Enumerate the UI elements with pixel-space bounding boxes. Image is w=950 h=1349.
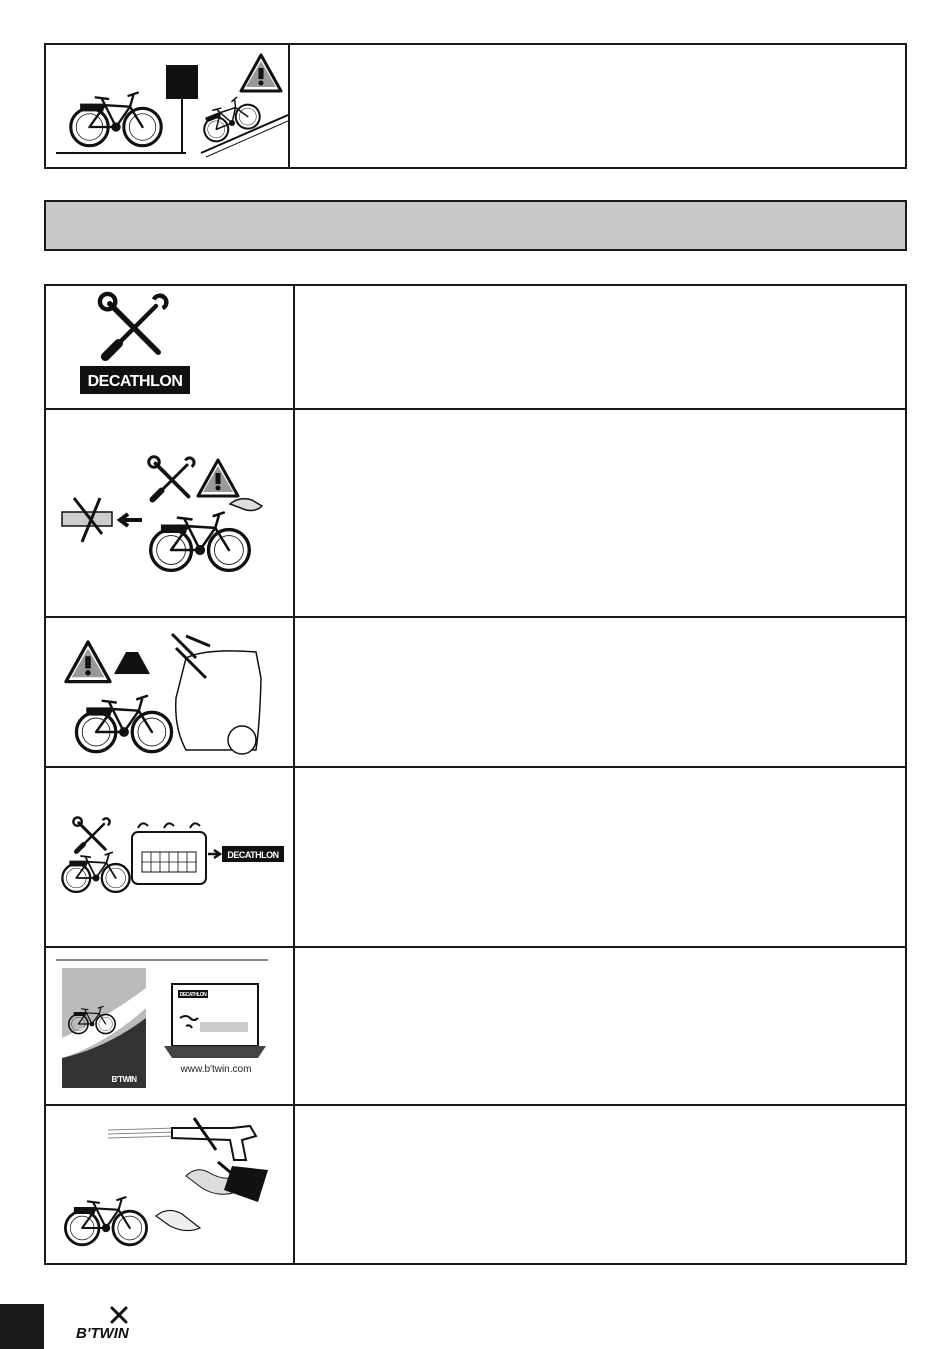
transport-illustration [46,618,295,766]
wrench-icon [100,294,166,357]
calendar-icon [132,823,206,884]
arrow-icon [208,850,220,858]
website-url: www.b'twin.com [180,1064,252,1075]
wrench-icon [73,817,109,851]
manual-icon [62,968,146,1088]
manual-website-illustration [46,948,295,1104]
table-row [46,1106,905,1263]
hand-icon [230,499,262,511]
table-row [46,618,905,768]
maintenance-calendar-illustration [46,768,295,946]
bike-slope-illustration [46,45,290,167]
row-text [295,1106,905,1263]
laptop-icon [164,984,266,1058]
row-text [295,618,905,766]
battery-removal-illustration [46,410,295,616]
road-icon [114,652,150,674]
sponge-icon [156,1210,200,1230]
btwin-logo [74,1304,174,1344]
manual-brand-text: B'TWIN [111,1075,137,1084]
table-row [46,410,905,618]
page-tab [0,1304,44,1349]
top-instruction-row [44,43,907,169]
row-text [295,286,905,408]
tools-decathlon-illustration [46,286,295,408]
arrow-icon [120,514,142,526]
table-row [46,948,905,1106]
warning-icon [66,642,110,682]
table-row [46,768,905,948]
instructions-table [44,284,907,1265]
decathlon-logo-text: DECATHLON [87,373,183,390]
top-row-text [290,45,905,167]
decathlon-logo-text: DECATHLON [227,850,279,860]
row-text [295,948,905,1104]
row-text [295,410,905,616]
cleaning-illustration [46,1106,295,1263]
pressure-washer-icon [108,1118,256,1160]
laptop-brand-text: DECATHLON [179,992,207,998]
row-text [295,768,905,946]
section-header [44,200,907,251]
water-icon [186,1162,268,1202]
wrench-icon [149,457,194,500]
table-row [46,286,905,410]
btwin-logo-text: B'TWIN [76,1325,129,1342]
warning-icon [198,460,238,496]
